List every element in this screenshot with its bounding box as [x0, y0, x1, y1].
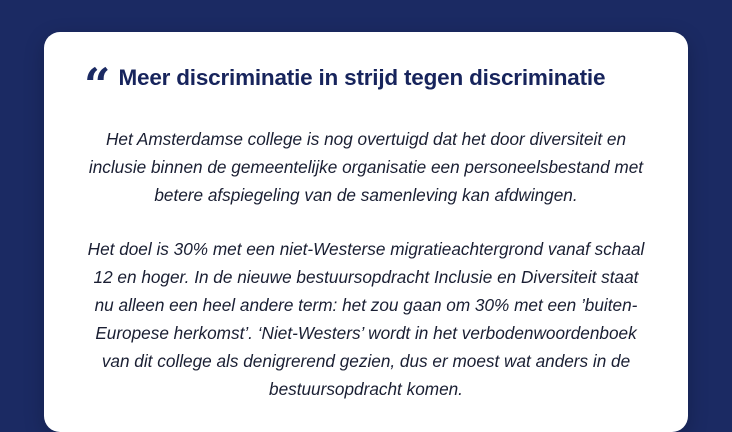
page-title: Meer discriminatie in strijd tegen discriminatie: [118, 65, 606, 90]
quote-mark-icon: “: [84, 58, 109, 112]
quote-card: [44, 32, 688, 432]
body-paragraph-1: Het Amsterdamse college is nog overtuigd dat het door diversiteit en inclusie binnen de gemeentelijke organisatie een personeelsbestand met betere afspiegeling van de samenleving kan afdwingen.: [88, 128, 644, 205]
body-paragraph-2: Het doel is 30% met een niet-Westerse migratieachtergrond vanaf schaal 12 en hoger. In de nieuwe bestuursopdracht Inclusie en Diversiteit staat nu alleen een heel andere term: het zou gaan om 30% met een ’buiten-Europese herkomst’. ‘Niet-Westers’ wordt in het verbodenwoordenboek van dit college als denigrerend gezien, dus er moest wat anders in de bestuursopdracht komen.: [87, 239, 645, 399]
quote-header: [84, 58, 648, 112]
